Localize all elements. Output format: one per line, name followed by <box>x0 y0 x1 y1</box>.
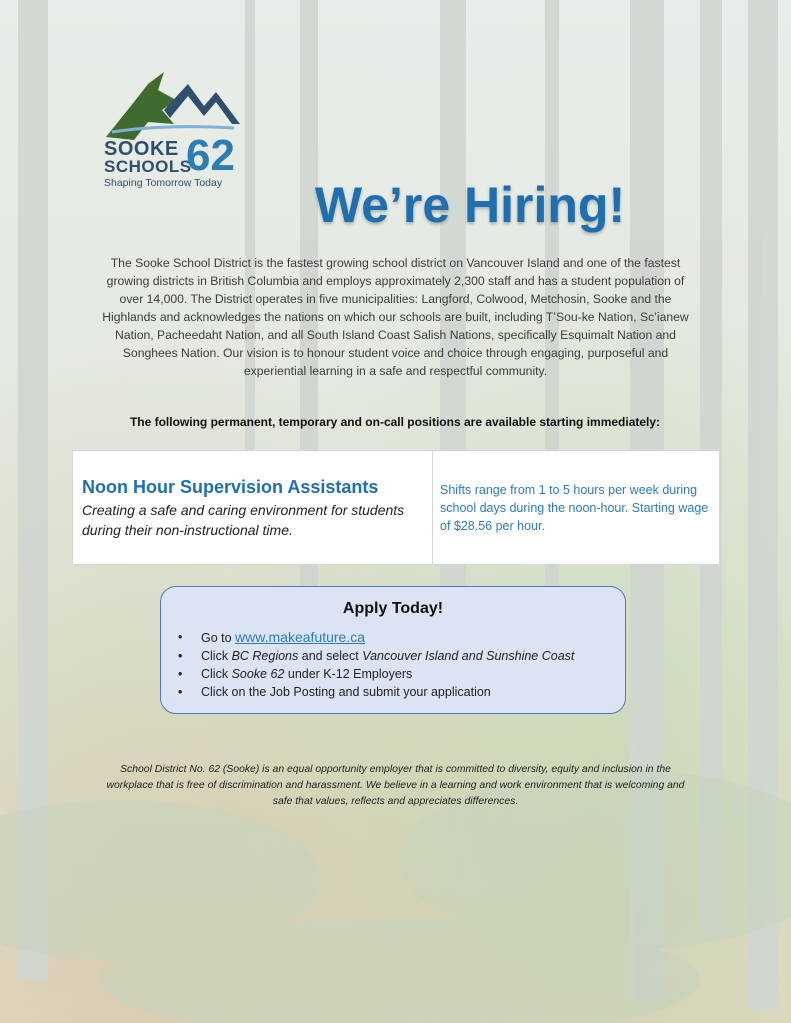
apply-steps <box>161 628 625 701</box>
apply-step-text: Click on the Job Posting and submit your application <box>201 685 491 699</box>
job-description: Creating a safe and caring environment for students during their non-instructional time. <box>82 502 405 538</box>
intro-paragraph: The Sooke School District is the fastest growing school district on Vancouver Island and one of the fastest growing districts in British Columbia and employs approximately 2,300 staff and has a student population of over 14,000. The District operates in five municipalities: Langford, Colwood, Metchosin, Sooke and the Highlands and acknowledges the nations on which our schools are built, including T’Sou-ke Nation, Sc’ianew Nation, Pacheedaht Nation, and all South Island Coast Salish Nations, specifically Esquimalt Nation and Songhees Nation. Our vision is to honour student voice and choice through engaging, purposeful and experiential learning in a safe and respectful community. <box>102 256 689 378</box>
logo-district-number: 62 <box>186 131 235 180</box>
job-details: Shifts range from 1 to 5 hours per week during school days during the noon-hour. Starting wage of $28.56 per hour. <box>440 483 709 533</box>
job-summary <box>73 451 433 564</box>
apply-step-text: and select <box>298 649 363 663</box>
page-title: We’re Hiring! <box>314 177 626 233</box>
job-card <box>72 450 720 565</box>
bullet-icon: • <box>178 685 183 699</box>
apply-step-emphasis: BC Regions <box>231 649 299 663</box>
positions-heading: The following permanent, temporary and on-call positions are available starting immediately: <box>129 415 661 429</box>
apply-step <box>178 683 625 701</box>
apply-step <box>178 647 625 665</box>
apply-step <box>178 665 625 683</box>
apply-title: Apply Today! <box>342 600 444 617</box>
apply-step-emphasis: Vancouver Island and Sunshine Coast <box>362 649 575 663</box>
bullet-icon: • <box>178 630 183 644</box>
equal-opportunity-statement: School District No. 62 (Sooke) is an equal opportunity employer that is committed to diversity, equity and inclusion in the workplace that is free of discrimination and harassment. We believe in a learning and work environment that is welcoming and safe that values, reflects and appreciates differences. <box>106 764 685 807</box>
bullet-icon: • <box>178 667 183 681</box>
makeafuture-link[interactable]: www.makeafuture.ca <box>235 629 365 645</box>
apply-step-emphasis: Sooke 62 <box>231 667 285 681</box>
apply-box <box>160 586 626 714</box>
apply-step-text: Go to <box>201 631 236 645</box>
logo-name-line1: SOOKE <box>104 138 179 160</box>
job-title: Noon Hour Supervision Assistants <box>82 477 379 497</box>
logo-tagline: Shaping Tomorrow Today <box>104 177 223 189</box>
apply-step-text: Click <box>201 649 232 663</box>
logo-name-line2: SCHOOLS <box>104 157 192 176</box>
job-details-panel <box>433 451 719 564</box>
bullet-icon: • <box>178 649 183 663</box>
apply-step-text: under K-12 Employers <box>284 667 413 681</box>
apply-step <box>178 628 625 647</box>
apply-step-text: Click <box>201 667 232 681</box>
